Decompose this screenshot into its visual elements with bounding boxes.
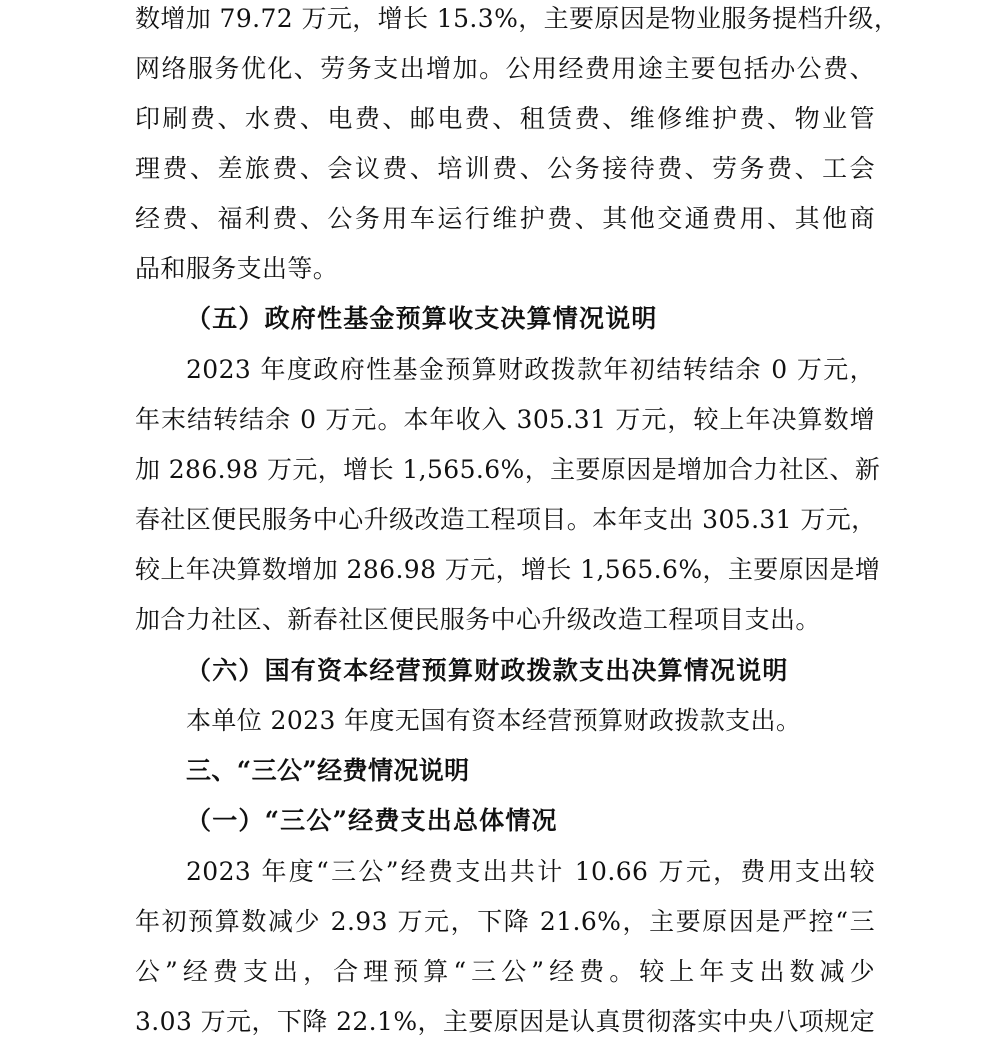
- paragraph-line: 年初预算数减少 2.93 万元，下降 21.6%，主要原因是严控“三: [135, 907, 875, 936]
- paragraph-line: 2023 年度“三公”经费支出共计 10.66 万元，费用支出较: [186, 857, 875, 886]
- paragraph-line: 3.03 万元，下降 22.1%，主要原因是认真贯彻落实中央八项规定: [135, 1007, 875, 1036]
- paragraph-line: 数增加 79.72 万元，增长 15.3%，主要原因是物业服务提档升级，: [135, 4, 900, 33]
- paragraph-line: 理费、差旅费、会议费、培训费、公务接待费、劳务费、工会: [135, 154, 875, 183]
- paragraph-line: 网络服务优化、劳务支出增加。公用经费用途主要包括办公费、: [135, 54, 875, 83]
- paragraph-line: 公”经费支出，合理预算“三公”经费。较上年支出数减少: [135, 957, 875, 986]
- paragraph-line: 春社区便民服务中心升级改造工程项目。本年支出 305.31 万元，: [135, 505, 877, 534]
- paragraph-line: 年末结转结余 0 万元。本年收入 305.31 万元，较上年决算数增: [135, 405, 875, 434]
- paragraph-line: 品和服务支出等。: [135, 254, 339, 283]
- paragraph-line: 印刷费、水费、电费、邮电费、租赁费、维修维护费、物业管: [135, 104, 875, 133]
- section-heading-three: 三、“三公”经费情况说明: [186, 756, 470, 785]
- paragraph-line: 2023 年度政府性基金预算财政拨款年初结转结余 0 万元，: [186, 355, 875, 384]
- paragraph-line: 加 286.98 万元，增长 1,565.6%，主要原因是增加合力社区、新: [135, 455, 881, 484]
- section-heading-6: （六）国有资本经营预算财政拨款支出决算情况说明: [186, 656, 789, 685]
- paragraph-line: 加合力社区、新春社区便民服务中心升级改造工程项目支出。: [135, 605, 821, 634]
- section-heading-3-1: （一）“三公”经费支出总体情况: [186, 806, 558, 835]
- paragraph-line: 较上年决算数增加 286.98 万元，增长 1,565.6%，主要原因是增: [135, 555, 881, 584]
- paragraph-line: 本单位 2023 年度无国有资本经营预算财政拨款支出。: [186, 706, 802, 735]
- section-heading-5: （五）政府性基金预算收支决算情况说明: [186, 304, 658, 333]
- paragraph-line: 经费、福利费、公务用车运行维护费、其他交通费用、其他商: [135, 204, 875, 233]
